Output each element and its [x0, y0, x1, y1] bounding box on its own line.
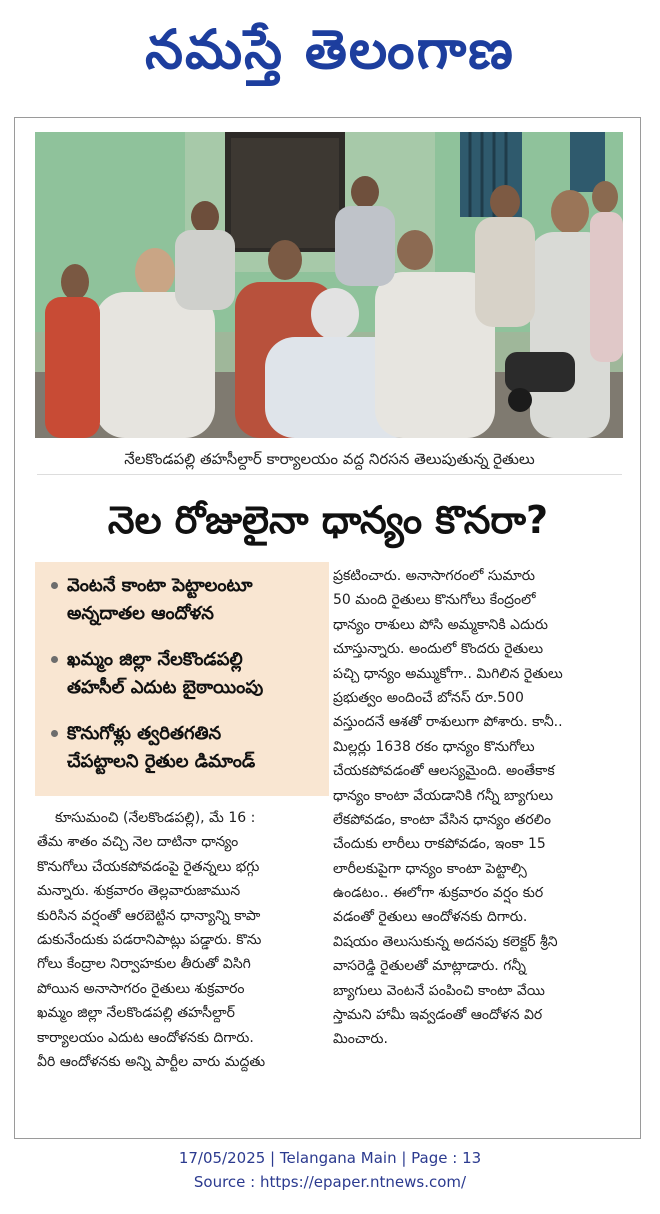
bullet-icon — [51, 730, 58, 737]
highlight-item — [51, 646, 319, 702]
highlight-line: అన్నదాతల ఆందోళన — [67, 603, 214, 624]
body-line: కొనుగోలు చేయకపోవడంపై రైతన్నలు భగ్గు — [37, 858, 260, 875]
body-line: మన్నారు. శుక్రవారం తెల్లవారుజామున — [37, 883, 241, 900]
body-line: ఖమ్మం జిల్లా నేలకొండపల్లి తహసీల్దార్ — [37, 1005, 235, 1022]
highlights-box — [35, 562, 329, 796]
article-column-right — [333, 564, 625, 1052]
body-line: డుకునేందుకు పడరానిపాట్లు పడ్డారు. కొను — [37, 931, 262, 948]
highlight-line: ఖమ్మం జిల్లా నేలకొండపల్లి — [67, 649, 243, 670]
body-line: కూసుమంచి (నేలకొండపల్లి), మే 16 : — [55, 810, 256, 826]
body-line: వీరి ఆందోళనకు అన్ని పార్టీల వారు మద్దతు — [37, 1053, 266, 1070]
body-line: ధాన్యం కాంటా వేయడానికి గన్నీ బ్యాగులు — [333, 787, 554, 804]
body-line: బ్యాగులు వెంటనే పంపించి కాంటా వేయి — [333, 982, 545, 999]
body-line: పోయిన అనాసాగరం రైతులు శుక్రవారం — [37, 980, 245, 997]
body-line: ప్రకటించారు. అనాసాగరంలో సుమారు — [333, 568, 535, 584]
highlight-line: వెంటనే కాంటా పెట్టాలంటూ — [67, 575, 253, 596]
article-column-left — [37, 806, 325, 1074]
bullet-icon — [51, 582, 58, 589]
body-line: లారీలకుపైగా ధాన్యం కాంటా పెట్టాల్సి — [333, 860, 527, 877]
body-line: కార్యాలయం ఎదుట ఆందోళనకు దిగారు. — [37, 1029, 254, 1046]
body-line: వస్తుందనే ఆశతో రాశులుగా పోశారు. కానీ.. — [333, 714, 563, 731]
article-clipping — [14, 117, 641, 1139]
body-line: స్తామని హామీ ఇవ్వడంతో ఆందోళన విర — [333, 1007, 543, 1024]
footer-source-link[interactable]: Source : https://epaper.ntnews.com/ — [193, 1173, 467, 1191]
highlight-item — [51, 572, 319, 628]
body-line: పచ్చి ధాన్యం అమ్ముకోగా.. మిగిలిన రైతులు — [333, 665, 563, 682]
body-line: లేకపోవడం, కాంటా వేసిన ధాన్యం తరలిం — [333, 811, 551, 828]
highlight-line: కొనుగోళ్లు త్వరితగతిన — [67, 723, 222, 744]
highlight-line: చేపట్టాలని రైతుల డిమాండ్ — [67, 751, 256, 772]
body-line: వాసరెడ్డి రైతులతో మాట్లాడారు. గన్నీ — [333, 958, 526, 975]
body-line: ప్రభుత్వం అందించే బోనస్ రూ.500 — [333, 689, 524, 706]
body-line: చూస్తున్నారు. అందులో కొందరు రైతులు — [333, 641, 544, 658]
body-line: చేయకపోవడంతో ఆలస్యమైంది. అంతేకాక — [333, 763, 555, 780]
body-line: కురిసిన వర్షంతో ఆరబెట్టిన ధాన్యాన్ని కాపా — [37, 907, 261, 924]
newspaper-logo: నమస్తే తెలంగాణ — [145, 18, 515, 81]
body-line: 50 మంది రైతులు కొనుగోలు కేంద్రంలో — [333, 592, 536, 609]
body-line: ఉండటం.. ఈలోగా శుక్రవారం వర్షం కుర — [333, 885, 544, 902]
body-line: విషయం తెలుసుకున్న అదనపు కలెక్టర్ శ్రీని — [333, 933, 558, 950]
masthead — [0, 0, 660, 100]
body-line: మిల్లర్లు 1638 రకం ధాన్యం కొనుగోలు — [333, 738, 535, 755]
bullet-icon — [51, 656, 58, 663]
footer-date-line: 17/05/2025 | Telangana Main | Page : 13 — [178, 1149, 482, 1167]
body-line: మించారు. — [333, 1031, 388, 1048]
highlight-item — [51, 720, 319, 776]
body-line: వడంతో రైతులు ఆందోళనకు దిగారు. — [333, 909, 528, 926]
highlight-line: తహసీల్ ఎదుట బైఠాయింపు — [67, 677, 264, 698]
headline: నెల రోజులైనా ధాన్యం కొనరా? — [107, 498, 549, 542]
body-line: చేందుకు లారీలు రాకపోవడం, ఇంకా 15 — [333, 836, 546, 853]
news-photo — [35, 132, 623, 438]
photo-caption: నేలకొండపల్లి తహసీల్దార్ కార్యాలయం వద్ద నిరసన తెలుపుతున్న రైతులు — [37, 444, 622, 475]
body-line: ధాన్యం రాశులు పోసి అమ్మకానికి ఎదురు — [333, 616, 549, 633]
body-line: తేమ శాతం వచ్చి నెల దాటినా ధాన్యం — [37, 834, 239, 851]
body-line: గోలు కేంద్రాల నిర్వాహకుల తీరుతో విసిగి — [37, 956, 251, 973]
